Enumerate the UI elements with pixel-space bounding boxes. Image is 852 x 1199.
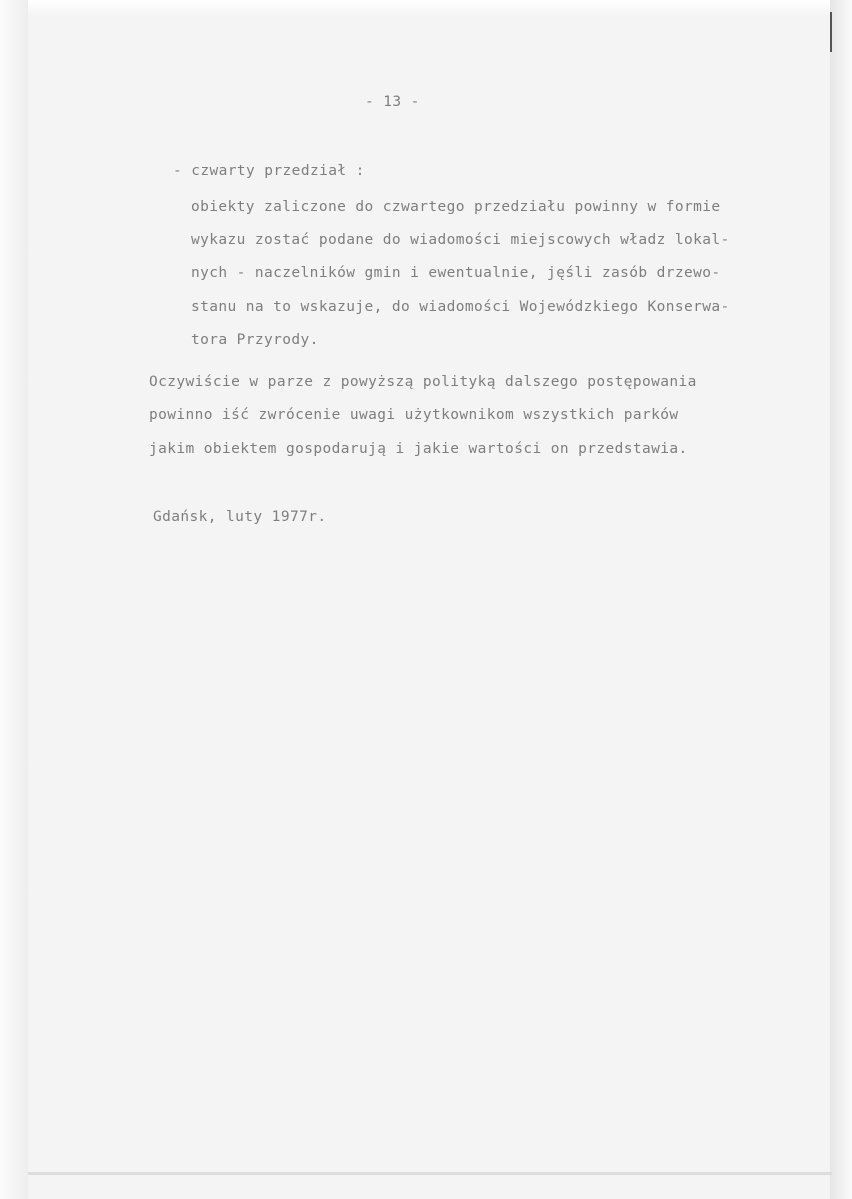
paragraph-line: Oczywiście w parze z powyższą polityką dalszego postępowania [149, 374, 697, 390]
paragraph-line: jakim obiektem gospodarują i jakie wartości on przedstawia. [149, 441, 688, 457]
place-date: Gdańsk, luty 1977r. [153, 509, 327, 525]
page-number: - 13 - [365, 94, 420, 110]
section-heading: - czwarty przedział : [173, 163, 365, 179]
section-body-line: wykazu zostać podane do wiadomości miejscowych władz lokal- [191, 232, 730, 248]
section-body-line: stanu na to wskazuje, do wiadomości Wojewódzkiego Konserwa- [191, 299, 730, 315]
section-body-line: obiekty zaliczone do czwartego przedziału powinny w formie [191, 199, 721, 215]
section-body-line: nych - naczelników gmin i ewentualnie, jęśli zasób drzewo- [191, 265, 721, 281]
section-body-line: tora Przyrody. [191, 332, 319, 348]
paragraph-line: powinno iść zwrócenie uwagi użytkownikom wszystkich parków [149, 407, 679, 423]
